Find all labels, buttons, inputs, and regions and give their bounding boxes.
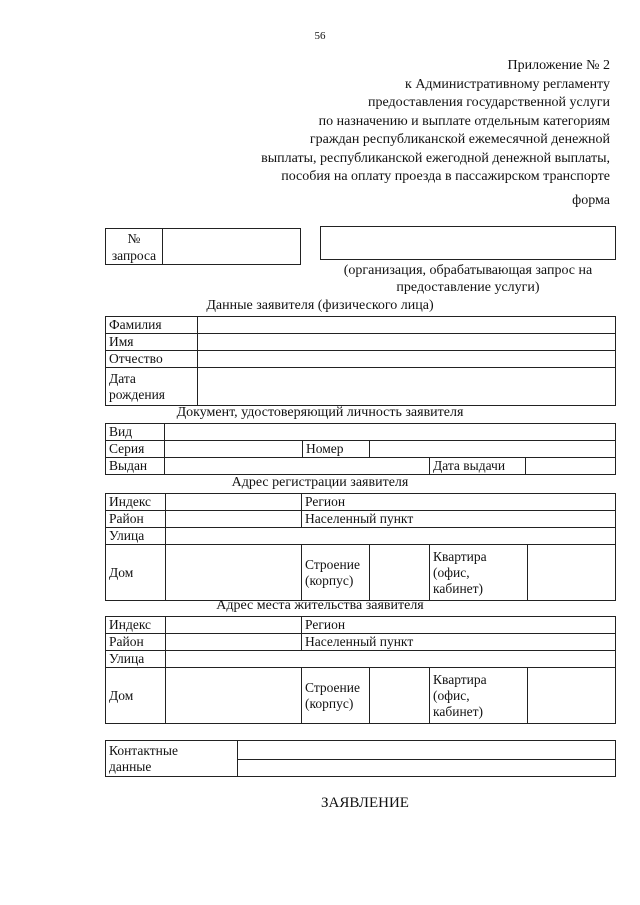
- res-index-label: Индекс: [106, 617, 166, 634]
- res-apartment-field[interactable]: [528, 668, 616, 724]
- page-number: 56: [314, 30, 326, 42]
- request-number-field[interactable]: [163, 229, 301, 265]
- doc-issue-date-label: Дата выдачи: [430, 458, 526, 475]
- contacts-label: Контактные данные: [106, 741, 238, 777]
- reg-building-field[interactable]: [370, 545, 430, 601]
- doc-number-label: Номер: [303, 441, 370, 458]
- res-house-label: Дом: [106, 668, 166, 724]
- reg-building-label: Строение (корпус): [302, 545, 370, 601]
- applicant-table: [105, 316, 616, 406]
- reg-street-field[interactable]: [166, 528, 616, 545]
- reg-region-label: Регион: [305, 494, 346, 509]
- reg-apartment-field[interactable]: [528, 545, 616, 601]
- surname-field[interactable]: [198, 317, 616, 334]
- patronymic-label: Отчество: [106, 351, 198, 368]
- request-number-label: № запроса: [106, 229, 163, 265]
- doc-series-field[interactable]: [165, 441, 303, 458]
- header-line: к Административному регламенту: [405, 76, 610, 92]
- header-line: Приложение № 2: [507, 58, 610, 73]
- organization-caption: (организация, обрабатывающая запрос на предоставление услуги): [343, 263, 593, 295]
- reg-house-label: Дом: [106, 545, 166, 601]
- doc-issued-by-field[interactable]: [165, 458, 430, 475]
- organization-field[interactable]: [320, 226, 616, 260]
- document-table: [105, 423, 616, 475]
- appendix-header: [261, 57, 610, 187]
- header-line: граждан республиканской ежемесячной денежной: [309, 132, 610, 147]
- header-line: по назначению и выплате отдельным категориям: [318, 113, 610, 129]
- reg-address-section-title: Адрес регистрации заявителя: [231, 475, 409, 490]
- patronymic-field[interactable]: [198, 351, 616, 368]
- res-apartment-label: Квартира (офис, кабинет): [430, 668, 528, 724]
- res-locality[interactable]: [302, 634, 616, 651]
- birth-date-field[interactable]: [198, 368, 616, 406]
- contacts-field[interactable]: [238, 741, 616, 777]
- reg-locality[interactable]: [302, 511, 616, 528]
- doc-type-label: Вид: [106, 424, 165, 441]
- reg-district-label: Район: [106, 511, 166, 528]
- doc-number-field[interactable]: [370, 441, 616, 458]
- res-building-label: Строение (корпус): [302, 668, 370, 724]
- contacts-table: [105, 740, 616, 777]
- res-index-field[interactable]: [166, 617, 302, 634]
- doc-series-label: Серия: [106, 441, 165, 458]
- header-line: выплаты, республиканской ежегодной денежной выплаты,: [261, 150, 610, 166]
- res-district-label: Район: [106, 634, 166, 651]
- doc-issue-date-field[interactable]: [526, 458, 616, 475]
- res-locality-label: Населенный пункт: [305, 634, 414, 649]
- reg-district-field[interactable]: [166, 511, 302, 528]
- birth-date-label: Дата рождения: [106, 368, 198, 406]
- res-house-field[interactable]: [166, 668, 302, 724]
- reg-index-field[interactable]: [166, 494, 302, 511]
- reg-house-field[interactable]: [166, 545, 302, 601]
- res-region-label: Регион: [305, 617, 346, 632]
- contacts-divider: [238, 759, 615, 760]
- name-field[interactable]: [198, 334, 616, 351]
- header-line: пособия на оплату проезда в пассажирском транспорте: [281, 169, 610, 184]
- document-section-title: Документ, удостоверяющий личность заявителя: [176, 405, 464, 420]
- res-district-field[interactable]: [166, 634, 302, 651]
- reg-apartment-label: Квартира (офис, кабинет): [430, 545, 528, 601]
- form-label: форма: [572, 193, 610, 208]
- res-region[interactable]: [302, 617, 616, 634]
- res-street-field[interactable]: [166, 651, 616, 668]
- header-line: предоставления государственной услуги: [368, 95, 610, 110]
- doc-issued-by-label: Выдан: [106, 458, 165, 475]
- reg-street-label: Улица: [106, 528, 166, 545]
- reg-address-table: [105, 493, 616, 601]
- reg-region[interactable]: [302, 494, 616, 511]
- reg-index-label: Индекс: [106, 494, 166, 511]
- doc-type-field[interactable]: [165, 424, 616, 441]
- statement-title: ЗАЯВЛЕНИЕ: [321, 795, 409, 811]
- res-street-label: Улица: [106, 651, 166, 668]
- res-address-table: [105, 616, 616, 724]
- reg-locality-label: Населенный пункт: [305, 511, 414, 526]
- res-building-field[interactable]: [370, 668, 430, 724]
- request-number-table: [105, 228, 301, 265]
- surname-label: Фамилия: [106, 317, 198, 334]
- applicant-section-title: Данные заявителя (физического лица): [206, 298, 434, 313]
- res-address-section-title: Адрес места жительства заявителя: [216, 598, 424, 613]
- name-label: Имя: [106, 334, 198, 351]
